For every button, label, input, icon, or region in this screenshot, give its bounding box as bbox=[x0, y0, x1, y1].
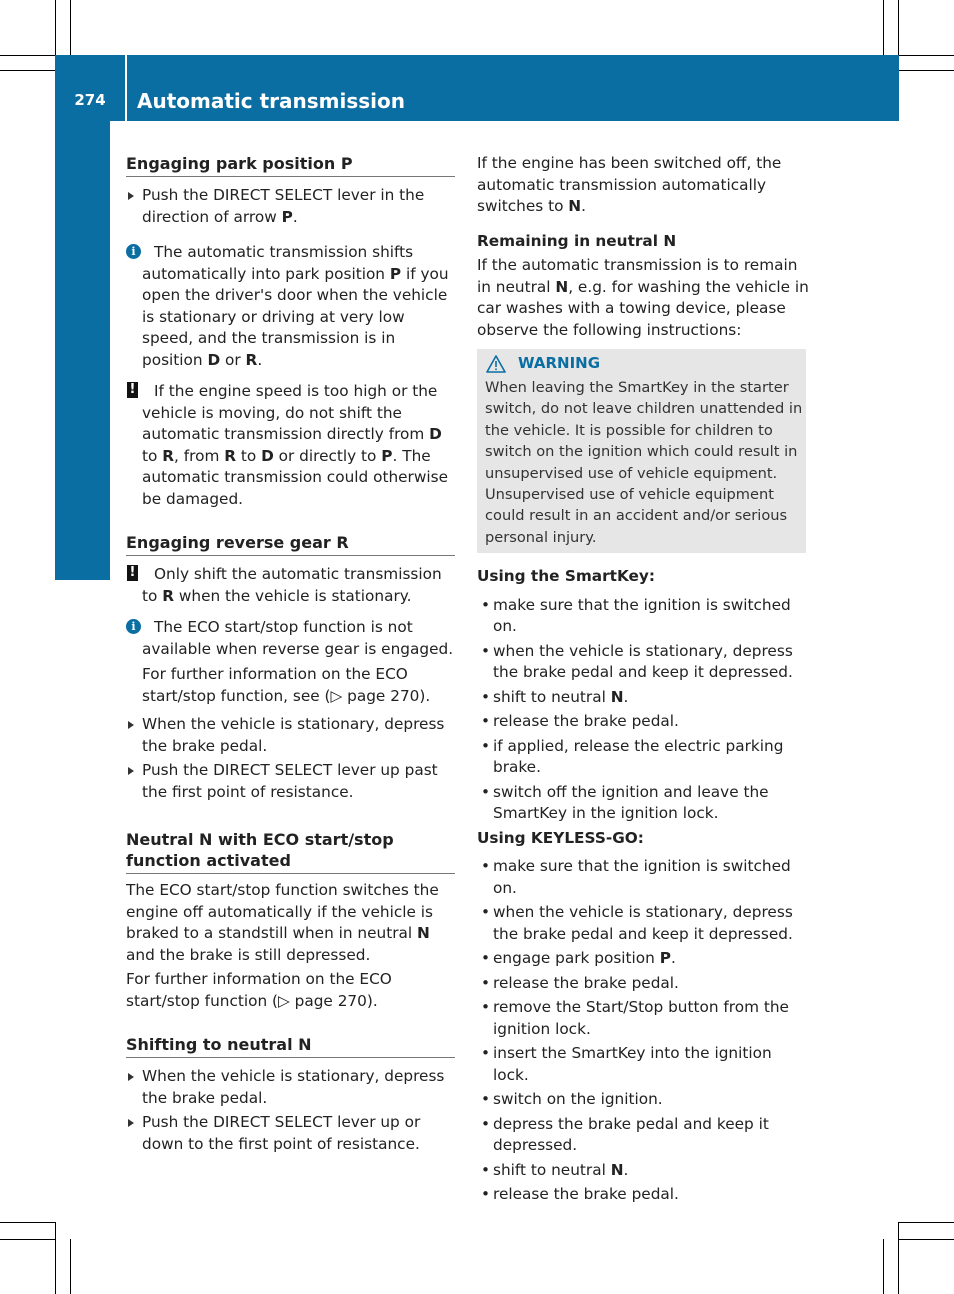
subheading: Remaining in neutral N bbox=[477, 231, 677, 250]
smartkey-list bbox=[477, 595, 812, 825]
caution-note: ! Only shift the automatic transmission to R when the vehicle is stationary. bbox=[126, 564, 455, 607]
list-item: • engage park position P. bbox=[481, 949, 676, 967]
warning-box bbox=[477, 349, 806, 553]
crop-mark bbox=[55, 1222, 56, 1294]
crop-mark bbox=[898, 1222, 899, 1294]
list-item: • insert the SmartKey into the ignition lock. bbox=[481, 1044, 772, 1084]
warning-title: WARNING bbox=[518, 354, 601, 372]
instruction-step: When the vehicle is stationary, depress the brake pedal. bbox=[126, 714, 455, 757]
section-heading: Engaging reverse gear R bbox=[126, 532, 455, 556]
crop-mark bbox=[0, 1239, 55, 1240]
list-item: • switch off the ignition and leave the SmartKey in the ignition lock. bbox=[481, 782, 769, 822]
crop-mark bbox=[899, 70, 954, 71]
list-item: • shift to neutral N. bbox=[481, 1160, 629, 1179]
subheading: Using KEYLESS-GO: bbox=[477, 828, 644, 847]
left-column bbox=[126, 153, 455, 1155]
step-arrow-icon bbox=[128, 767, 134, 775]
right-column-top bbox=[477, 153, 809, 341]
list-item: • make sure that the ignition is switched on. bbox=[481, 857, 791, 897]
exclamation-icon: ! bbox=[127, 382, 138, 398]
section-heading: Engaging park position P bbox=[126, 153, 455, 177]
instruction-step: Push the DIRECT SELECT lever up past the first point of resistance. bbox=[126, 760, 455, 803]
step-arrow-icon bbox=[128, 1073, 134, 1081]
instruction-step: Push the DIRECT SELECT lever in the direction of arrow P. bbox=[126, 185, 455, 228]
crop-mark bbox=[70, 0, 71, 55]
crop-mark bbox=[883, 1239, 884, 1294]
list-item: • make sure that the ignition is switched on. bbox=[481, 595, 791, 635]
body-paragraph: If the automatic transmission is to remain in neutral N, e.g. for washing the vehicle in car washes with a towing device, please observe the following instructions: bbox=[477, 256, 809, 339]
info-note: i The ECO start/stop function is not available when reverse gear is engaged. bbox=[126, 617, 455, 660]
right-column-bottom bbox=[477, 566, 812, 1206]
list-item: • shift to neutral N. bbox=[481, 687, 629, 706]
list-item: • switch on the ignition. bbox=[481, 1090, 663, 1108]
body-paragraph: If the engine has been switched off, the automatic transmission automatically switches to N. bbox=[477, 154, 782, 215]
step-arrow-icon bbox=[128, 1119, 134, 1127]
caution-note: ! If the engine speed is too high or the vehicle is moving, do not shift the automatic transmission directly from D to R, from R to D or directly to P. The automatic transmission could otherwise be damaged. bbox=[126, 381, 455, 510]
info-icon: i bbox=[126, 619, 141, 634]
list-item: • if applied, release the electric parking brake. bbox=[481, 736, 784, 776]
warning-triangle-icon bbox=[486, 355, 506, 373]
page-number: 274 bbox=[74, 91, 106, 109]
crop-mark bbox=[0, 70, 55, 71]
header-divider bbox=[125, 55, 127, 121]
page-title: Automatic transmission bbox=[137, 89, 405, 113]
info-note: i The automatic transmission shifts automatically into park position P if you open the driver's door when the vehicle is stationary or driving at very low speed, and the transmission is in position D or R. bbox=[126, 242, 455, 371]
body-paragraph: For further information on the ECO start/stop function (▷ page 270). bbox=[126, 970, 392, 1010]
info-note-continued: For further information on the ECO start/stop function, see (▷ page 270). bbox=[142, 665, 431, 705]
crop-mark bbox=[898, 0, 899, 55]
body-paragraph: The ECO start/stop function switches the engine off automatically if the vehicle is braked to a standstill when in neutral N and the brake is still depressed. bbox=[126, 881, 439, 964]
list-item: • release the brake pedal. bbox=[481, 973, 679, 992]
crop-mark bbox=[55, 0, 56, 55]
exclamation-icon: ! bbox=[127, 565, 138, 581]
list-item: • depress the brake pedal and keep it depressed. bbox=[481, 1114, 769, 1154]
list-item: • release the brake pedal. bbox=[481, 712, 679, 730]
crop-mark bbox=[883, 0, 884, 55]
crop-mark bbox=[70, 1239, 71, 1294]
crop-mark bbox=[899, 1222, 954, 1223]
list-item: • when the vehicle is stationary, depress the brake pedal and keep it depressed. bbox=[481, 903, 793, 943]
section-heading: Neutral N with ECO start/stop function activated bbox=[126, 829, 455, 874]
section-heading: Shifting to neutral N bbox=[126, 1034, 455, 1058]
instruction-step: Push the DIRECT SELECT lever up or down to the first point of resistance. bbox=[126, 1112, 455, 1155]
crop-mark bbox=[899, 55, 954, 56]
list-item: • release the brake pedal. bbox=[481, 1185, 679, 1203]
crop-mark bbox=[0, 55, 55, 56]
list-item: • when the vehicle is stationary, depress the brake pedal and keep it depressed. bbox=[481, 641, 793, 681]
step-arrow-icon bbox=[128, 721, 134, 729]
keyless-go-list bbox=[477, 856, 812, 1206]
info-icon: i bbox=[126, 244, 141, 259]
crop-mark bbox=[899, 1239, 954, 1240]
warning-text: When leaving the SmartKey in the starter switch, do not leave children unattended in the vehicle. It is possible for children to switch on the ignition which could result in unsupervised use of vehicle equipment. Unsupervised use of vehicle equipment could result in an accident and/or serious personal injury. bbox=[485, 379, 803, 546]
section-side-label: Driving and parking bbox=[82, 239, 111, 525]
page-header bbox=[55, 55, 899, 121]
step-arrow-icon bbox=[128, 192, 134, 200]
instruction-step: When the vehicle is stationary, depress the brake pedal. bbox=[126, 1066, 455, 1109]
list-item: • remove the Start/Stop button from the ignition lock. bbox=[481, 998, 789, 1038]
crop-mark bbox=[0, 1222, 55, 1223]
subheading: Using the SmartKey: bbox=[477, 567, 656, 585]
